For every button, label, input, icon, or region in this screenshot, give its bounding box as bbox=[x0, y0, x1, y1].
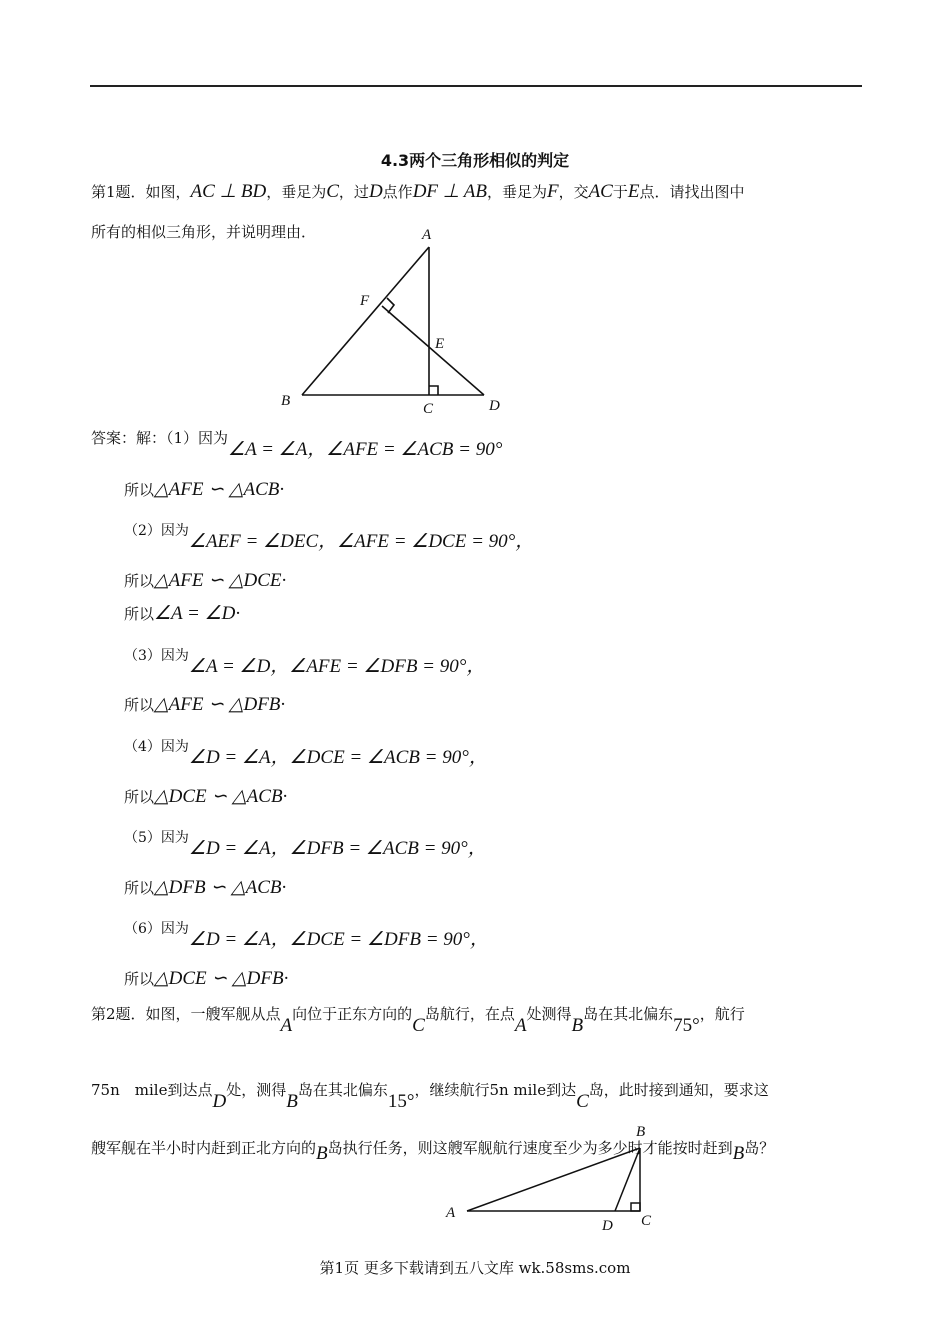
fig2-label-a: A bbox=[446, 1205, 456, 1221]
answer-line-1 bbox=[91, 422, 503, 460]
answer-s1-res: △AFE ∽ △ACB bbox=[154, 479, 280, 500]
q2-l1-b: 向位于正东方向的 bbox=[292, 1005, 413, 1023]
q1-text-6: 于 bbox=[612, 183, 628, 201]
answer-s4-math: ∠D = ∠A，∠DCE = ∠ACB = 90°， bbox=[188, 747, 488, 768]
answer-line-7: 所以△AFE ∽ △DFB· bbox=[124, 694, 286, 715]
q2-line3 bbox=[91, 1137, 775, 1164]
q2-l2-m4: C bbox=[576, 1091, 589, 1112]
q2-l3-b: 岛执行任务，则这艘军舰航行速度至少为多少时才能按时赶到 bbox=[327, 1139, 733, 1157]
answer-line-4: 所以△AFE ∽ △DCE· bbox=[124, 570, 287, 591]
q2-l1-m4: B bbox=[571, 1015, 584, 1036]
answer-s6-head: （6）因为 bbox=[124, 921, 189, 937]
answer-s6-math: ∠D = ∠A，∠DCE = ∠DFB = 90°， bbox=[188, 929, 489, 950]
q1-text-7: 点．请找出图中 bbox=[639, 183, 745, 201]
answer-s2b-so: 所以 bbox=[124, 605, 155, 623]
answer-s2-head: （2）因为 bbox=[124, 523, 189, 539]
q2-l1-m3: A bbox=[514, 1015, 527, 1036]
answer-line-11: 所以△DFB ∽ △ACB· bbox=[124, 877, 287, 898]
q1-math-3: D bbox=[368, 181, 383, 202]
fig1-edge-df bbox=[382, 306, 484, 395]
q1-text-3: 点作 bbox=[382, 183, 413, 201]
q2-l1-m2: C bbox=[412, 1015, 425, 1036]
answer-line-6 bbox=[124, 639, 486, 677]
answer-line-5: 所以∠A = ∠D· bbox=[124, 603, 241, 624]
q1-line1 bbox=[91, 180, 745, 203]
q2-l1-m5: 75° bbox=[673, 1015, 700, 1036]
figure-2 bbox=[440, 1118, 670, 1236]
answer-s6-res: △DCE ∽ △DFB bbox=[154, 968, 284, 989]
fig2-label-d: D bbox=[602, 1218, 613, 1234]
q1-math-1: AC ⊥ BD bbox=[190, 181, 267, 202]
fig1-label-b: B bbox=[281, 393, 291, 409]
q1-math-4: DF ⊥ AB bbox=[412, 181, 487, 202]
q2-l1-e: 岛在其北偏东 bbox=[583, 1005, 674, 1023]
q2-l3-m1: B bbox=[316, 1143, 328, 1164]
answer-s2-math: ∠AEF = ∠DEC，∠AFE = ∠DCE = 90°， bbox=[188, 531, 535, 552]
answer-s2-so: 所以 bbox=[124, 572, 155, 590]
q1-text-2: ，过 bbox=[338, 183, 369, 201]
answer-line-13: 所以△DCE ∽ △DFB· bbox=[124, 968, 289, 989]
answer-line-8 bbox=[124, 730, 488, 768]
q2-l2-d: ，继续航行5n mile到达 bbox=[414, 1081, 577, 1099]
q2-l1-a: 第2题．如图，一艘军舰从点 bbox=[91, 1005, 281, 1023]
fig1-right-angle-c bbox=[429, 386, 438, 395]
answer-s5-so: 所以 bbox=[124, 879, 155, 897]
header-rule bbox=[90, 85, 862, 87]
answer-s2b-res: ∠A = ∠D bbox=[154, 603, 236, 624]
answer-head: 答案：解：（1）因为 bbox=[91, 429, 229, 447]
q2-l1-d: 处测得 bbox=[526, 1005, 572, 1023]
fig1-edge-ab bbox=[302, 247, 429, 395]
q1-math-7: E bbox=[627, 181, 640, 202]
fig2-label-b: B bbox=[636, 1124, 646, 1140]
page-footer: 第1页 更多下载请到五八文库 wk.58sms.com bbox=[319, 1259, 631, 1277]
q2-l1-f: ，航行 bbox=[699, 1005, 745, 1023]
answer-s6-so: 所以 bbox=[124, 970, 155, 988]
answer-s4-head: （4）因为 bbox=[124, 739, 189, 755]
q2-l2-a: 75n mile到达点 bbox=[91, 1081, 213, 1099]
answer-line-2: 所以△AFE ∽ △ACB· bbox=[124, 479, 285, 500]
q1-line2: 所有的相似三角形，并说明理由． bbox=[91, 223, 317, 241]
answer-s3-so: 所以 bbox=[124, 696, 155, 714]
answer-s1-math: ∠A = ∠A，∠AFE = ∠ACB = 90° bbox=[228, 439, 503, 460]
fig1-label-f: F bbox=[360, 293, 370, 309]
answer-line-3 bbox=[124, 514, 535, 552]
q2-l2-m3: 15° bbox=[387, 1091, 415, 1112]
fig1-label-c: C bbox=[423, 401, 434, 417]
q1-prefix: 第1题．如图， bbox=[91, 183, 191, 201]
answer-s2-res: △AFE ∽ △DCE bbox=[154, 570, 282, 591]
q2-l2-m1: D bbox=[212, 1091, 227, 1112]
answer-line-12 bbox=[124, 912, 489, 950]
page-title: 4.3两个三角形相似的判定 bbox=[380, 151, 570, 170]
q1-text-4: ，垂足为 bbox=[486, 183, 547, 201]
answer-s4-so: 所以 bbox=[124, 788, 155, 806]
fig1-label-a: A bbox=[422, 227, 432, 243]
fig2-right-angle-c bbox=[631, 1203, 640, 1211]
answer-s3-res: △AFE ∽ △DFB bbox=[154, 694, 281, 715]
q2-line1 bbox=[91, 1003, 745, 1036]
q1-math-5: F bbox=[546, 181, 559, 202]
fig2-edge-ab bbox=[467, 1148, 640, 1211]
q2-l2-c: 岛在其北偏东 bbox=[297, 1081, 388, 1099]
q2-l3-m2: B bbox=[732, 1143, 745, 1164]
fig1-label-e: E bbox=[435, 336, 445, 352]
q2-l3-a: 艘军舰在半小时内赶到正北方向的 bbox=[91, 1139, 317, 1157]
q2-l2-e: 岛，此时接到通知，要求这 bbox=[588, 1081, 769, 1099]
answer-s3-math: ∠A = ∠D，∠AFE = ∠DFB = 90°， bbox=[188, 656, 486, 677]
fig1-label-d: D bbox=[489, 398, 500, 414]
q2-l1-m1: A bbox=[280, 1015, 293, 1036]
q1-math-2: C bbox=[326, 181, 339, 202]
q2-l2-b: 处，测得 bbox=[226, 1081, 287, 1099]
q2-line2 bbox=[91, 1079, 769, 1112]
q1-text-1: ，垂足为 bbox=[266, 183, 327, 201]
answer-s4-res: △DCE ∽ △ACB bbox=[154, 786, 283, 807]
answer-s3-head: （3）因为 bbox=[124, 648, 189, 664]
answer-s5-math: ∠D = ∠A，∠DFB = ∠ACB = 90°， bbox=[188, 838, 487, 859]
q2-l1-c: 岛航行，在点 bbox=[424, 1005, 515, 1023]
fig2-edge-db bbox=[615, 1148, 640, 1211]
fig2-label-c: C bbox=[641, 1213, 652, 1229]
answer-s1-so: 所以 bbox=[124, 481, 155, 499]
figure-1 bbox=[270, 222, 520, 420]
answer-line-9: 所以△DCE ∽ △ACB· bbox=[124, 786, 288, 807]
answer-s5-res: △DFB ∽ △ACB bbox=[154, 877, 282, 898]
answer-s5-head: （5）因为 bbox=[124, 830, 189, 846]
q1-text-5: ，交 bbox=[558, 183, 589, 201]
q1-math-6: AC bbox=[588, 181, 613, 202]
q2-l2-m2: B bbox=[286, 1091, 298, 1112]
q2-l3-c: 岛？ bbox=[744, 1139, 775, 1157]
answer-line-10 bbox=[124, 821, 487, 859]
